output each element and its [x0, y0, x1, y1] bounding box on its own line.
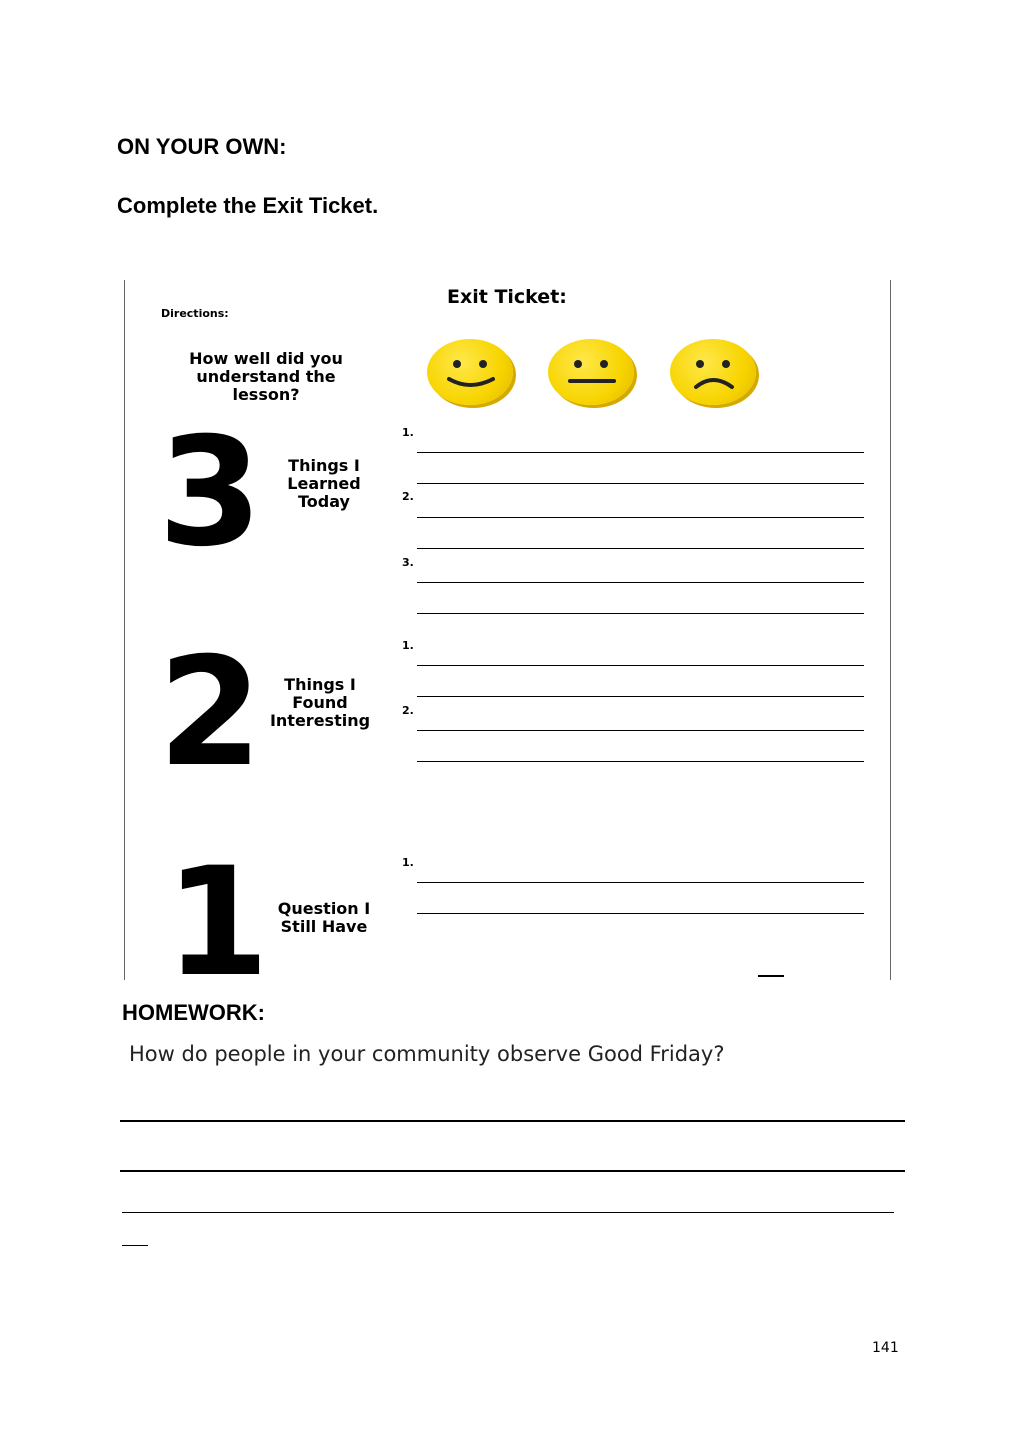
writing-line[interactable] — [417, 483, 864, 484]
ticket-border-left — [124, 280, 125, 980]
answer-line[interactable] — [120, 1170, 905, 1172]
understanding-question: How well did you understand the lesson? — [189, 349, 343, 404]
writing-line[interactable] — [417, 665, 864, 666]
sad-face-icon[interactable] — [670, 339, 756, 405]
writing-line[interactable] — [417, 582, 864, 583]
ticket-title: Exit Ticket: — [447, 286, 567, 308]
directions-label: Directions: — [161, 307, 229, 320]
on-your-own-heading: ON YOUR OWN: — [117, 134, 287, 159]
ticket-border-right — [890, 280, 891, 980]
answer-line[interactable] — [120, 1120, 905, 1122]
answer-line[interactable] — [122, 1245, 148, 1246]
happy-face-icon[interactable] — [427, 339, 513, 405]
ticket-edge-mark — [758, 975, 784, 977]
item-number: 2. — [402, 490, 414, 503]
item-number: 1. — [402, 856, 414, 869]
page-number: 141 — [872, 1340, 899, 1356]
writing-line[interactable] — [417, 913, 864, 914]
writing-line[interactable] — [417, 730, 864, 731]
item-number: 2. — [402, 704, 414, 717]
writing-line[interactable] — [417, 696, 864, 697]
writing-line[interactable] — [417, 517, 864, 518]
neutral-face-icon[interactable] — [548, 339, 634, 405]
answer-line[interactable] — [122, 1212, 894, 1213]
writing-line[interactable] — [417, 548, 864, 549]
item-number: 1. — [402, 426, 414, 439]
writing-line[interactable] — [417, 761, 864, 762]
item-number: 3. — [402, 556, 414, 569]
section-number-2: 2 — [158, 626, 259, 800]
writing-line[interactable] — [417, 882, 864, 883]
homework-heading: HOMEWORK: — [122, 1000, 265, 1025]
section-label-question: Question I Still Have — [277, 899, 371, 936]
complete-exit-ticket-heading: Complete the Exit Ticket. — [117, 193, 379, 218]
section-label-interesting: Things I Found Interesting — [269, 675, 371, 730]
section-label-learned: Things I Learned Today — [287, 456, 361, 511]
section-number-3: 3 — [158, 406, 259, 580]
writing-line[interactable] — [417, 452, 864, 453]
writing-line[interactable] — [417, 613, 864, 614]
item-number: 1. — [402, 639, 414, 652]
section-number-1: 1 — [165, 836, 266, 1010]
homework-question: How do people in your community observe Good Friday? — [129, 1042, 725, 1066]
